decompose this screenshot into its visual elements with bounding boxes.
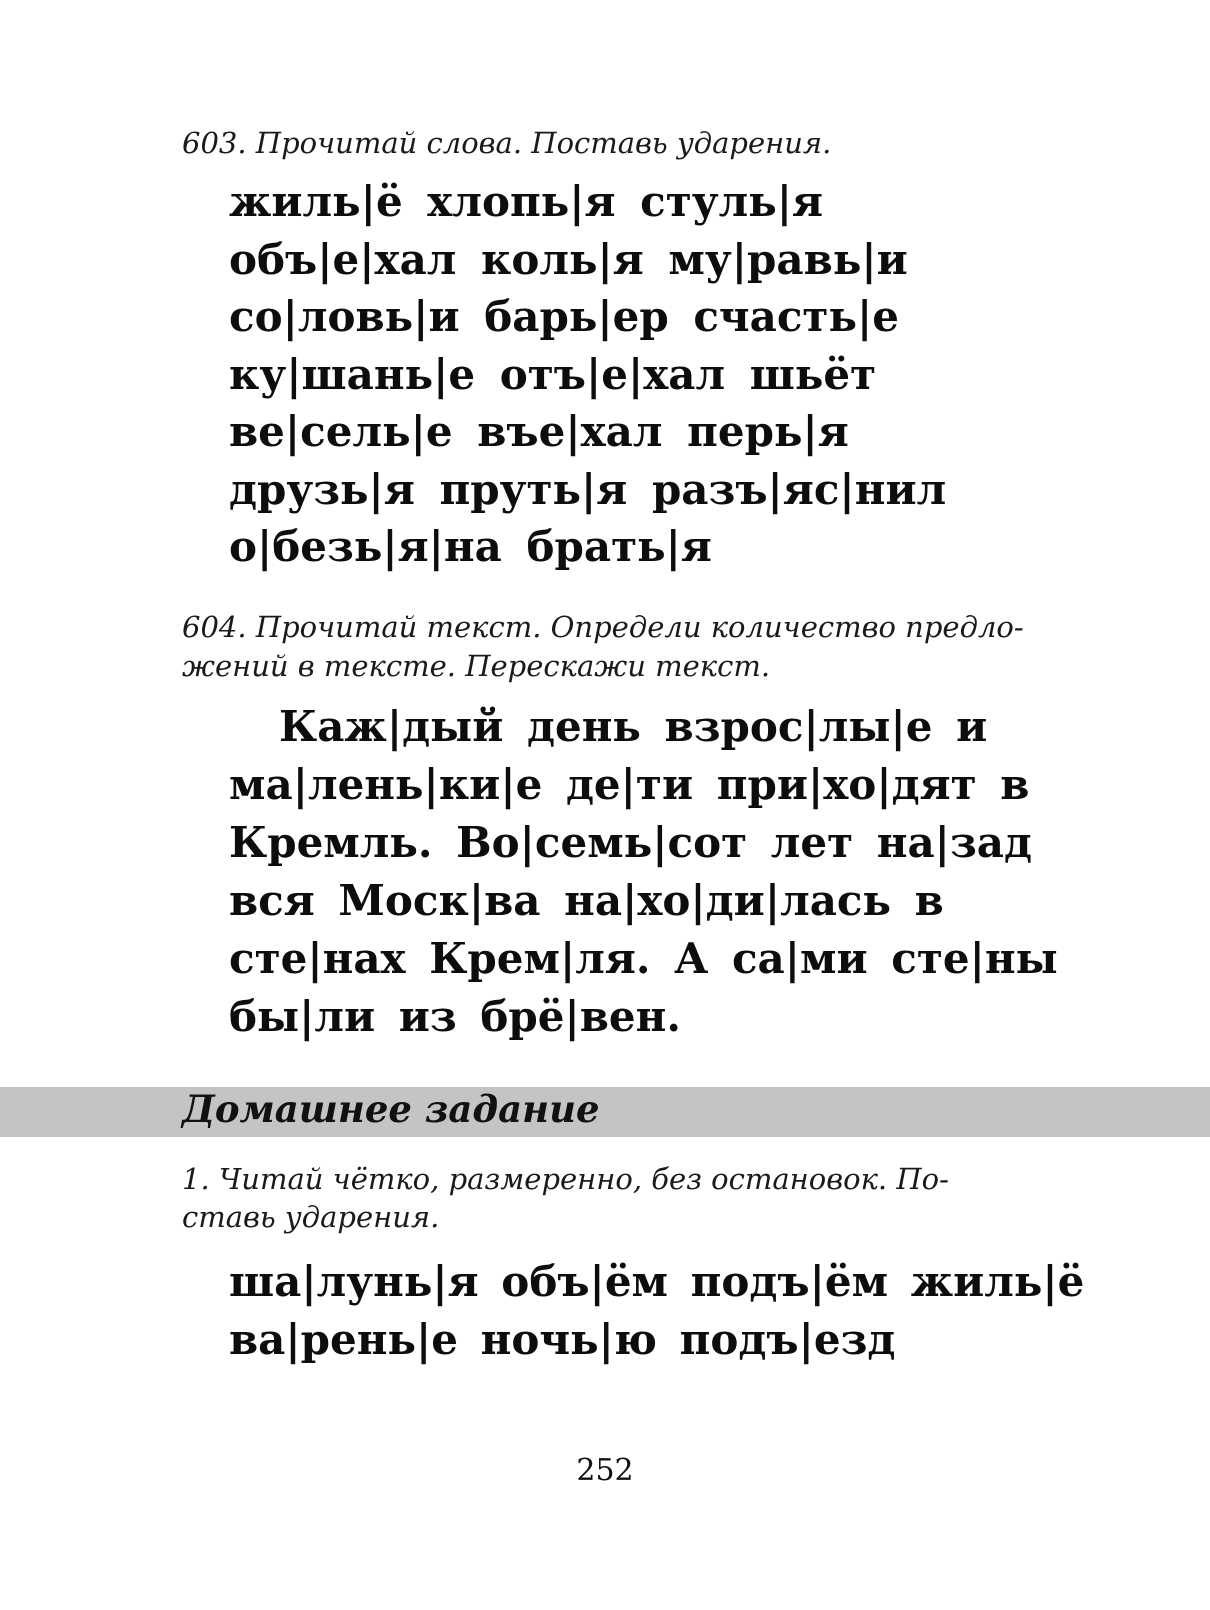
text-line: бы|ли из брё|вен. xyxy=(229,992,682,1041)
exercise-604-instruction-line-2: жений в тексте. Перескажи текст. xyxy=(182,649,771,683)
word-line: жиль|ё хлопь|я стуль|я xyxy=(229,177,824,226)
word-line: ку|шань|е отъ|е|хал шьёт xyxy=(229,349,877,399)
homework-words xyxy=(229,1253,1084,1369)
text-line: Каж|дый день взрос|лы|е и xyxy=(279,702,988,751)
text-line: Кремль. Во|семь|сот лет на|зад xyxy=(229,818,1032,867)
text-line: вся Моск|ва на|хо|ди|лась в xyxy=(229,876,944,925)
exercise-603-words xyxy=(229,173,946,576)
exercise-603-instruction: 603. Прочитай слова. Поставь ударения. xyxy=(182,126,832,160)
word-line: о|безь|я|на брать|я xyxy=(229,522,712,571)
word-line: объ|е|хал коль|я му|равь|и xyxy=(229,234,908,284)
word-line: ша|лунь|я объ|ём подъ|ём жиль|ё xyxy=(229,1257,1085,1306)
word-line: ве|сель|е въе|хал перь|я xyxy=(229,407,849,456)
word-line: ва|рень|е ночь|ю подъ|езд xyxy=(229,1315,896,1364)
word-line: друзь|я пруть|я разъ|яс|нил xyxy=(229,464,947,514)
text-line: сте|нах Крем|ля. А са|ми сте|ны xyxy=(229,934,1058,983)
text-line: ма|лень|ки|е де|ти при|хо|дят в xyxy=(229,760,1030,809)
exercise-604-text xyxy=(229,698,1058,1046)
exercise-604-instruction-line-1: 604. Прочитай текст. Определи количество предло- xyxy=(182,610,1024,644)
homework-title: Домашнее задание xyxy=(182,1087,600,1131)
word-line: со|ловь|и барь|ер счасть|е xyxy=(229,292,899,341)
homework-instruction-line-2: ставь ударения. xyxy=(182,1200,440,1234)
homework-instruction-line-1: 1. Читай чётко, размеренно, без остановок. По- xyxy=(182,1162,949,1196)
page-number: 252 xyxy=(576,1453,634,1488)
